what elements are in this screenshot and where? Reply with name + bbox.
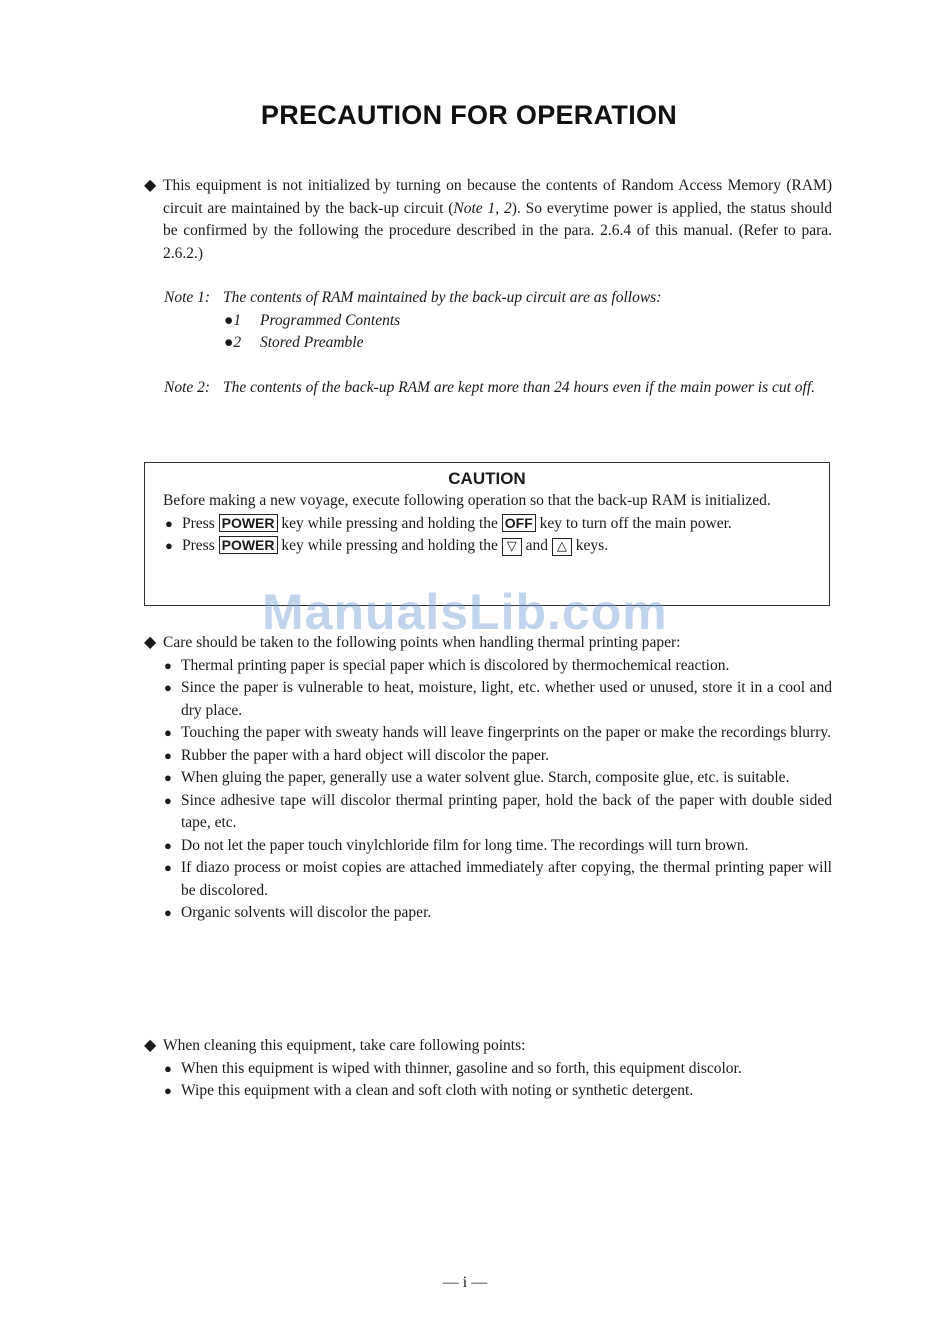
list-item-text: Since the paper is vulnerable to heat, moisture, light, etc. whether used or unused, store it in a cool and dry place.	[181, 679, 832, 719]
up-arrow-key-icon: △	[552, 538, 572, 556]
bullet-icon: ●	[164, 1060, 172, 1076]
bullet-icon: ●	[164, 657, 172, 673]
cleaning-list	[144, 1058, 832, 1103]
list-item	[144, 835, 832, 858]
list-item	[144, 767, 832, 790]
diamond-bullet-icon: ◆	[144, 634, 157, 651]
note-1	[144, 287, 832, 355]
section-thermal-paper-heading: Care should be taken to the following points when handling thermal printing paper:	[163, 634, 681, 651]
list-item	[144, 722, 832, 745]
note-1-item-text: Stored Preamble	[260, 334, 364, 351]
list-item-text: Thermal printing paper is special paper which is discolored by thermochemical reaction.	[181, 656, 730, 674]
caution-intro: Before making a new voyage, execute following operation so that the back-up RAM is initialized.	[163, 492, 771, 509]
section-thermal-paper	[144, 632, 832, 925]
note-1-item-number: ●2	[224, 334, 242, 351]
note-2-text: The contents of the back-up RAM are kept more than 24 hours even if the main power is cut off.	[223, 379, 816, 396]
list-item	[144, 1080, 832, 1103]
list-item	[144, 857, 832, 902]
caution-text-mid: key while pressing and holding the	[281, 537, 498, 554]
page-title: PRECAUTION FOR OPERATION	[260, 100, 678, 130]
diamond-bullet-icon: ◆	[144, 177, 157, 194]
caution-text-end: key to turn off the main power.	[539, 514, 732, 532]
note-1-item	[224, 310, 832, 333]
caution-heading: CAUTION	[448, 469, 526, 488]
section-initialization-text	[144, 175, 832, 265]
note-1-item-number: ●1	[224, 311, 242, 329]
note-1-item-text: Programmed Contents	[260, 311, 401, 329]
list-item-text: Rubber the paper with a hard object will discolor the paper.	[181, 746, 550, 764]
bullet-icon: ●	[164, 1083, 172, 1098]
section-initialization	[144, 175, 832, 265]
list-item	[144, 1058, 832, 1081]
watermark: ManualsLib.com	[262, 584, 668, 640]
note-1-text: The contents of RAM maintained by the back-up circuit are as follows:	[223, 289, 662, 306]
section-cleaning-heading: When cleaning this equipment, take care following points:	[163, 1037, 526, 1054]
caution-text-press: Press	[182, 537, 215, 554]
diamond-bullet-icon: ◆	[144, 1037, 157, 1054]
bullet-icon: ●	[164, 905, 172, 920]
caution-text-mid: key while pressing and holding the	[281, 514, 498, 532]
list-item	[144, 677, 832, 722]
bullet-icon: ●	[164, 837, 172, 853]
bullet-icon: ●	[164, 680, 172, 695]
bullet-icon: ●	[165, 515, 173, 531]
list-item	[144, 655, 832, 678]
caution-text-press: Press	[182, 514, 215, 532]
power-key: POWER	[219, 536, 278, 554]
list-item	[144, 902, 832, 925]
section-initialization-text-a: This equipment is not initialized by turning on because the contents of Random Access Memory (RAM) circuit are maintained by the back-up circuit (	[163, 177, 832, 217]
bullet-icon: ●	[164, 725, 172, 740]
page-number: — i —	[442, 1274, 488, 1291]
down-arrow-key-icon: ▽	[502, 538, 522, 556]
list-item-text: Since adhesive tape will discolor thermal printing paper, hold the back of the paper with double sided tape, etc.	[181, 791, 832, 831]
list-item-text: Organic solvents will discolor the paper.	[181, 904, 432, 921]
caution-item	[163, 513, 813, 536]
bullet-icon: ●	[164, 860, 172, 875]
caution-item	[163, 535, 813, 558]
list-item-text: If diazo process or moist copies are attached immediately after copying, the thermal printing paper will be discolored.	[181, 859, 832, 899]
list-item-text: When this equipment is wiped with thinner, gasoline and so forth, this equipment discolor.	[181, 1059, 742, 1077]
list-item-text: Do not let the paper touch vinylchloride film for long time. The recordings will turn brown.	[181, 836, 749, 854]
caution-text-and: and	[525, 537, 549, 554]
list-item	[144, 745, 832, 768]
power-key: POWER	[219, 514, 278, 532]
caution-text-end: keys.	[575, 537, 609, 554]
list-item-text: Wipe this equipment with a clean and soft cloth with noting or synthetic detergent.	[181, 1082, 694, 1099]
list-item	[144, 790, 832, 835]
note-reference: Note 1, 2	[453, 199, 512, 217]
bullet-icon: ●	[164, 792, 172, 808]
note-2	[144, 377, 832, 400]
note-2-label: Note 2:	[164, 379, 211, 396]
bullet-icon: ●	[165, 538, 173, 553]
list-item-text: When gluing the paper, generally use a water solvent glue. Starch, composite glue, etc. is suitable.	[181, 769, 790, 786]
note-1-label: Note 1:	[164, 289, 211, 306]
bullet-icon: ●	[164, 770, 172, 785]
list-item-text: Touching the paper with sweaty hands will leave fingerprints on the paper or make the recordings blurry.	[181, 724, 832, 741]
section-initialization-text-b: ). So everytime power is applied, the status should be confirmed by the following the procedure described in the para. 2.6.4 of this manual. (Refer to para. 2.6.2.)	[163, 199, 833, 262]
thermal-paper-list	[144, 655, 832, 925]
bullet-icon: ●	[164, 747, 172, 763]
off-key: OFF	[502, 514, 536, 532]
note-1-item	[224, 332, 832, 355]
section-cleaning	[144, 1035, 832, 1103]
